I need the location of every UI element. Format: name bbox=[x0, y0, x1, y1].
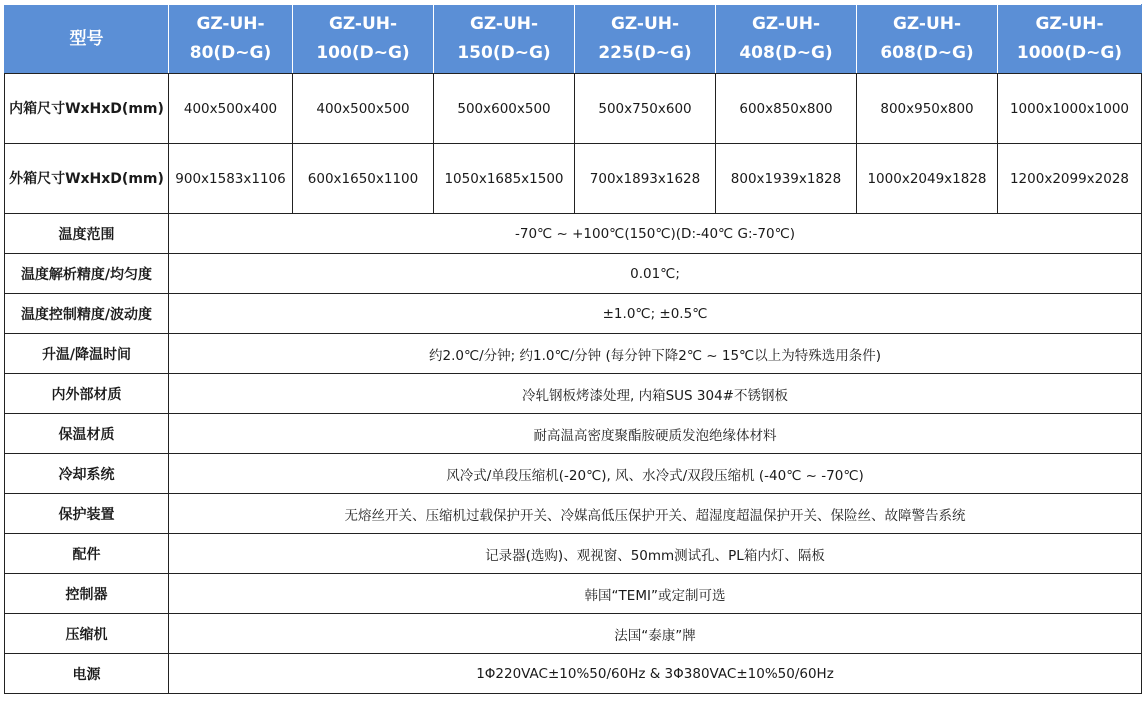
model-header: GZ-UH-1000(D~G) bbox=[998, 5, 1142, 74]
table-row bbox=[5, 494, 1142, 534]
table-cell: 1000x1000x1000 bbox=[998, 74, 1142, 144]
table-row bbox=[5, 74, 1142, 144]
model-header: 型号 bbox=[5, 5, 169, 74]
row-label: 压缩机 bbox=[5, 614, 169, 654]
model-header: GZ-UH-100(D~G) bbox=[293, 5, 434, 74]
row-label: 内外部材质 bbox=[5, 374, 169, 414]
row-label: 外箱尺寸WxHxD(mm) bbox=[5, 144, 169, 214]
table-row bbox=[5, 254, 1142, 294]
table-cell: 1000x2049x1828 bbox=[857, 144, 998, 214]
table-row bbox=[5, 294, 1142, 334]
table-cell: 1050x1685x1500 bbox=[434, 144, 575, 214]
table-cell: 600x850x800 bbox=[716, 74, 857, 144]
table-cell: 600x1650x1100 bbox=[293, 144, 434, 214]
model-header: GZ-UH-608(D~G) bbox=[857, 5, 998, 74]
row-label: 升温/降温时间 bbox=[5, 334, 169, 374]
row-label: 配件 bbox=[5, 534, 169, 574]
table-row bbox=[5, 334, 1142, 374]
table-row bbox=[5, 654, 1142, 694]
table-cell: 700x1893x1628 bbox=[575, 144, 716, 214]
table-cell: 约2.0℃/分钟; 约1.0℃/分钟 (每分钟下降2℃ ~ 15℃以上为特殊选用条件) bbox=[169, 334, 1142, 374]
table-cell: 500x600x500 bbox=[434, 74, 575, 144]
spec-table bbox=[4, 4, 1142, 694]
table-cell: 500x750x600 bbox=[575, 74, 716, 144]
table-cell: 记录器(选购)、观视窗、50mm测试孔、PL箱内灯、隔板 bbox=[169, 534, 1142, 574]
row-label: 温度控制精度/波动度 bbox=[5, 294, 169, 334]
table-cell: 法国“泰康”牌 bbox=[169, 614, 1142, 654]
row-label: 内箱尺寸WxHxD(mm) bbox=[5, 74, 169, 144]
table-cell: ±1.0℃; ±0.5℃ bbox=[169, 294, 1142, 334]
table-cell: 1200x2099x2028 bbox=[998, 144, 1142, 214]
table-cell: 耐高温高密度聚酯胺硬质发泡绝缘体材料 bbox=[169, 414, 1142, 454]
table-row bbox=[5, 534, 1142, 574]
header-row bbox=[5, 5, 1142, 74]
row-label: 温度解析精度/均匀度 bbox=[5, 254, 169, 294]
table-cell: -70℃ ~ +100℃(150℃)(D:-40℃ G:-70℃) bbox=[169, 214, 1142, 254]
table-cell: 400x500x500 bbox=[293, 74, 434, 144]
table-cell: 韩国“TEMI”或定制可选 bbox=[169, 574, 1142, 614]
table-cell: 400x500x400 bbox=[169, 74, 293, 144]
row-label: 保护装置 bbox=[5, 494, 169, 534]
table-row bbox=[5, 454, 1142, 494]
table-row bbox=[5, 574, 1142, 614]
model-header: GZ-UH-80(D~G) bbox=[169, 5, 293, 74]
table-row bbox=[5, 414, 1142, 454]
table-cell: 900x1583x1106 bbox=[169, 144, 293, 214]
model-header: GZ-UH-225(D~G) bbox=[575, 5, 716, 74]
table-cell: 800x1939x1828 bbox=[716, 144, 857, 214]
table-cell: 冷轧钢板烤漆处理, 内箱SUS 304#不锈钢板 bbox=[169, 374, 1142, 414]
table-cell: 风冷式/单段压缩机(-20℃), 风、水冷式/双段压缩机 (-40℃ ~ -70℃) bbox=[169, 454, 1142, 494]
row-label: 温度范围 bbox=[5, 214, 169, 254]
model-header: GZ-UH-150(D~G) bbox=[434, 5, 575, 74]
model-header: GZ-UH-408(D~G) bbox=[716, 5, 857, 74]
row-label: 控制器 bbox=[5, 574, 169, 614]
table-cell: 800x950x800 bbox=[857, 74, 998, 144]
row-label: 电源 bbox=[5, 654, 169, 694]
table-row bbox=[5, 614, 1142, 654]
row-label: 冷却系统 bbox=[5, 454, 169, 494]
row-label: 保温材质 bbox=[5, 414, 169, 454]
table-cell: 1Φ220VAC±10%50/60Hz & 3Φ380VAC±10%50/60Hz bbox=[169, 654, 1142, 694]
table-row bbox=[5, 214, 1142, 254]
table-cell: 0.01℃; bbox=[169, 254, 1142, 294]
table-row bbox=[5, 144, 1142, 214]
table-row bbox=[5, 374, 1142, 414]
table-cell: 无熔丝开关、压缩机过载保护开关、冷媒高低压保护开关、超湿度超温保护开关、保险丝、故障警告系统 bbox=[169, 494, 1142, 534]
